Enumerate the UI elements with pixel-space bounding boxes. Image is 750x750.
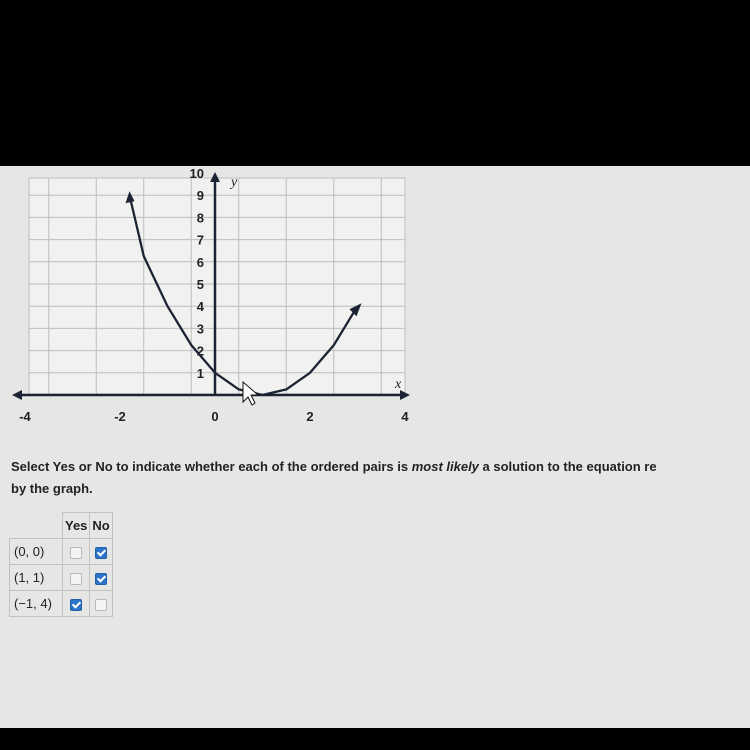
y-tick-label: 10 (189, 166, 204, 181)
ordered-pair-label: (0, 0) (10, 539, 63, 565)
header-blank-cell (10, 513, 63, 539)
x-tick-label: 0 (211, 409, 219, 424)
no-checkbox[interactable] (95, 573, 107, 585)
yes-checkbox[interactable] (70, 573, 82, 585)
x-tick-label: -4 (19, 409, 31, 424)
x-axis-label: x (395, 377, 402, 392)
question-text-end: a solution to the equation re (478, 459, 657, 474)
question-text-start: Select Yes or No to indicate whether each of the ordered pairs is (11, 459, 412, 474)
x-tick-label: -2 (114, 409, 126, 424)
y-tick-label: 4 (196, 299, 204, 315)
y-tick-label: 6 (196, 254, 204, 270)
question-text-emphasis: most likely (411, 459, 479, 474)
x-tick-label: 4 (401, 409, 409, 424)
question-text-line2: by the graph. (11, 481, 93, 496)
y-axis-arrow (210, 172, 220, 182)
parabola-graph (0, 166, 750, 436)
y-axis-label: y (231, 175, 238, 190)
table-row (10, 539, 113, 565)
plot-area (29, 178, 405, 394)
no-checkbox[interactable] (95, 599, 107, 611)
header-yes: Yes (63, 513, 90, 539)
yes-checkbox[interactable] (70, 547, 82, 559)
ordered-pair-label: (1, 1) (10, 565, 63, 591)
y-tick-label: 1 (196, 365, 204, 381)
x-axis-arrow-left (12, 390, 22, 400)
answer-table (9, 512, 113, 617)
y-tick-label: 7 (196, 232, 204, 248)
answer-table-header (10, 513, 113, 539)
table-row (10, 591, 113, 617)
ordered-pair-label: (−1, 4) (10, 591, 63, 617)
header-no: No (90, 513, 112, 539)
yes-checkbox[interactable] (70, 599, 82, 611)
x-tick-label: 2 (306, 409, 314, 424)
no-checkbox[interactable] (95, 547, 107, 559)
y-tick-label: 5 (196, 277, 204, 292)
y-tick-label: 9 (196, 188, 204, 204)
screen (0, 166, 750, 728)
table-row (10, 565, 113, 591)
y-tick-label: 8 (196, 210, 204, 226)
question-text (11, 456, 750, 500)
y-tick-label: 2 (196, 343, 204, 359)
y-tick-label: 3 (196, 321, 204, 337)
